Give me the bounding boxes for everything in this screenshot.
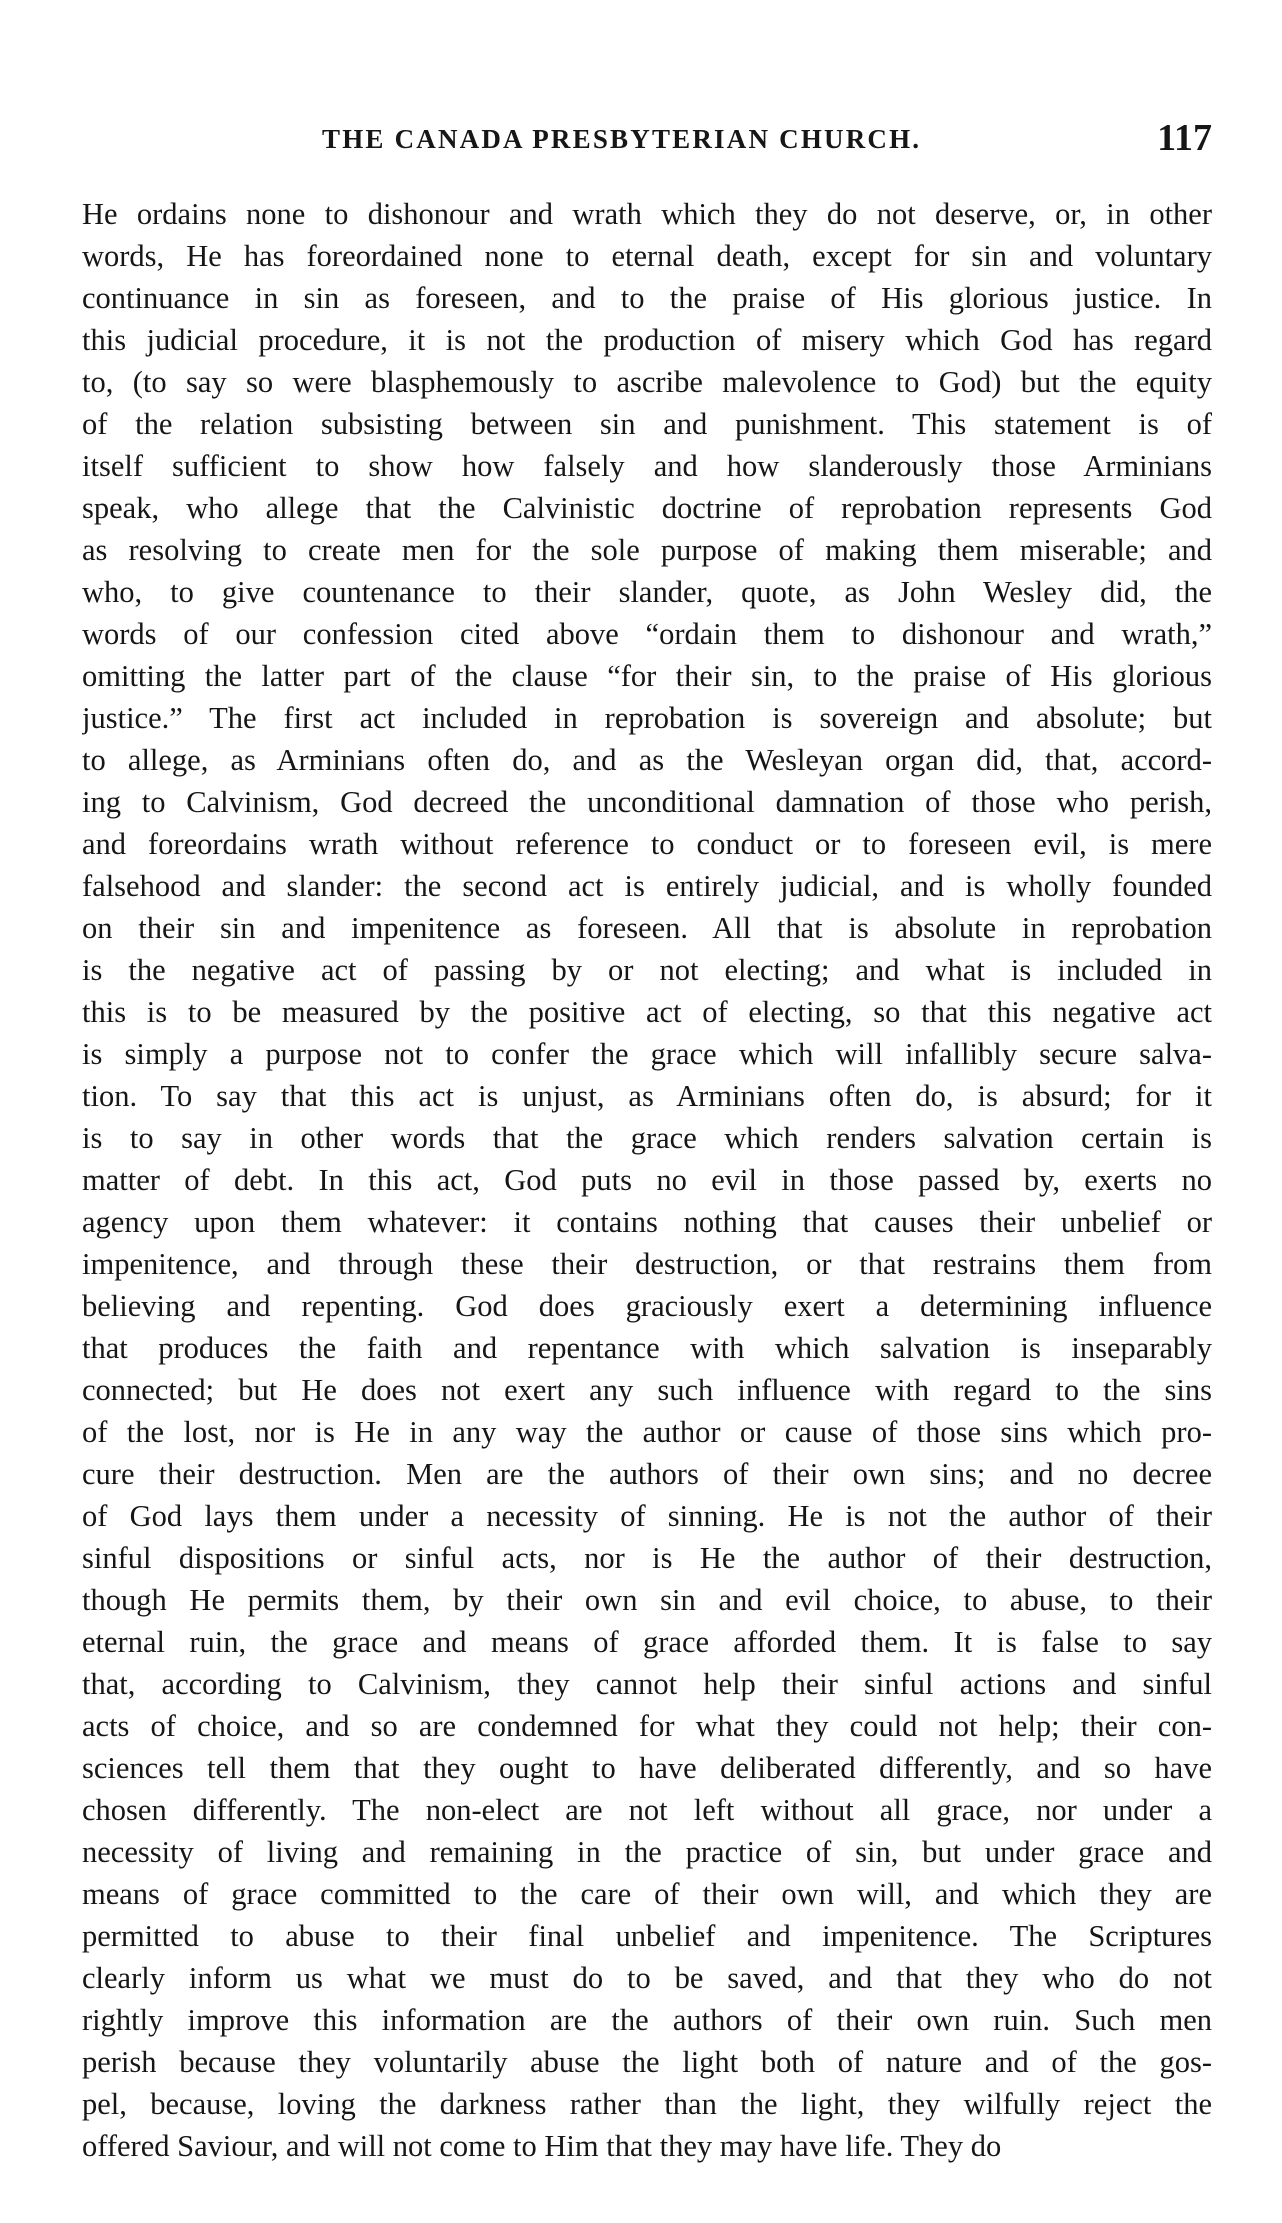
text-line: impenitence, and through these their destruction, or that restrains them from — [82, 1247, 1212, 1281]
text-line: justice.” The first act included in reprobation is sovereign and absolute; but — [82, 701, 1212, 735]
text-line: on their sin and impenitence as foreseen. All that is absolute in reprobation — [82, 911, 1212, 945]
text-line: offered Saviour, and will not come to Him that they may have life. They do — [82, 2129, 1002, 2163]
text-line: is simply a purpose not to confer the grace which will infallibly secure salva- — [82, 1037, 1212, 1071]
text-line: this is to be measured by the positive act of electing, so that this negative act — [82, 995, 1212, 1029]
text-line: that, according to Calvinism, they cannot help their sinful actions and sinful — [82, 1667, 1212, 1701]
text-line: necessity of living and remaining in the practice of sin, but under grace and — [82, 1835, 1212, 1869]
text-line: of God lays them under a necessity of sinning. He is not the author of their — [82, 1499, 1212, 1533]
text-line: falsehood and slander: the second act is entirely judicial, and is wholly founded — [82, 869, 1212, 903]
text-line: agency upon them whatever: it contains nothing that causes their unbelief or — [82, 1205, 1212, 1239]
text-line: tion. To say that this act is unjust, as Arminians often do, is absurd; for it — [82, 1079, 1212, 1113]
body-text — [82, 193, 1212, 2167]
text-line: continuance in sin as foreseen, and to the praise of His glorious justice. In — [82, 281, 1212, 315]
page-number: 117 — [1157, 117, 1212, 159]
text-line: and foreordains wrath without reference to conduct or to foreseen evil, is mere — [82, 827, 1212, 861]
text-line: ing to Calvinism, God decreed the unconditional damnation of those who perish, — [82, 785, 1212, 819]
text-line: sinful dispositions or sinful acts, nor is He the author of their destruction, — [82, 1541, 1212, 1575]
text-line: matter of debt. In this act, God puts no evil in those passed by, exerts no — [82, 1163, 1212, 1197]
text-line: of the lost, nor is He in any way the author or cause of those sins which pro- — [82, 1415, 1212, 1449]
text-line: clearly inform us what we must do to be saved, and that they who do not — [82, 1961, 1212, 1995]
text-line: eternal ruin, the grace and means of grace afforded them. It is false to say — [82, 1625, 1212, 1659]
text-line: to, (to say so were blasphemously to ascribe malevolence to God) but the equity — [82, 365, 1212, 399]
text-line: acts of choice, and so are condemned for what they could not help; their con- — [82, 1709, 1212, 1743]
text-line: rightly improve this information are the authors of their own ruin. Such men — [82, 2003, 1212, 2037]
text-line: speak, who allege that the Calvinistic doctrine of reprobation represents God — [82, 491, 1212, 525]
text-line: cure their destruction. Men are the authors of their own sins; and no decree — [82, 1457, 1212, 1491]
text-line: means of grace committed to the care of their own will, and which they are — [82, 1877, 1212, 1911]
text-line: of the relation subsisting between sin and punishment. This statement is of — [82, 407, 1212, 441]
text-line: though He permits them, by their own sin and evil choice, to abuse, to their — [82, 1583, 1212, 1617]
text-line: permitted to abuse to their final unbelief and impenitence. The Scriptures — [82, 1919, 1212, 1953]
text-line: pel, because, loving the darkness rather than the light, they wilfully reject the — [82, 2087, 1212, 2121]
text-line: perish because they voluntarily abuse the light both of nature and of the gos- — [82, 2045, 1212, 2079]
text-line: words, He has foreordained none to eternal death, except for sin and voluntary — [82, 239, 1212, 273]
text-line: chosen differently. The non-elect are not left without all grace, nor under a — [82, 1793, 1212, 1827]
text-line: believing and repenting. God does graciously exert a determining influence — [82, 1289, 1212, 1323]
text-line: omitting the latter part of the clause “for their sin, to the praise of His glorious — [82, 659, 1212, 693]
text-line: as resolving to create men for the sole purpose of making them miserable; and — [82, 533, 1212, 567]
text-line: He ordains none to dishonour and wrath which they do not deserve, or, in other — [82, 197, 1212, 231]
text-line: that produces the faith and repentance with which salvation is inseparably — [82, 1331, 1212, 1365]
text-line: connected; but He does not exert any such influence with regard to the sins — [82, 1373, 1212, 1407]
running-title: THE CANADA PRESBYTERIAN CHURCH. — [322, 124, 922, 154]
text-line: words of our confession cited above “ordain them to dishonour and wrath,” — [82, 617, 1212, 651]
running-head — [82, 116, 1212, 164]
text-line: sciences tell them that they ought to have deliberated differently, and so have — [82, 1751, 1212, 1785]
text-line: to allege, as Arminians often do, and as the Wesleyan organ did, that, accord- — [82, 743, 1212, 777]
text-line: who, to give countenance to their slander, quote, as John Wesley did, the — [82, 575, 1212, 609]
text-line: itself sufficient to show how falsely and how slanderously those Arminians — [82, 449, 1212, 483]
text-line: is the negative act of passing by or not electing; and what is included in — [82, 953, 1212, 987]
text-line: is to say in other words that the grace which renders salvation certain is — [82, 1121, 1212, 1155]
text-line: this judicial procedure, it is not the production of misery which God has regard — [82, 323, 1212, 357]
